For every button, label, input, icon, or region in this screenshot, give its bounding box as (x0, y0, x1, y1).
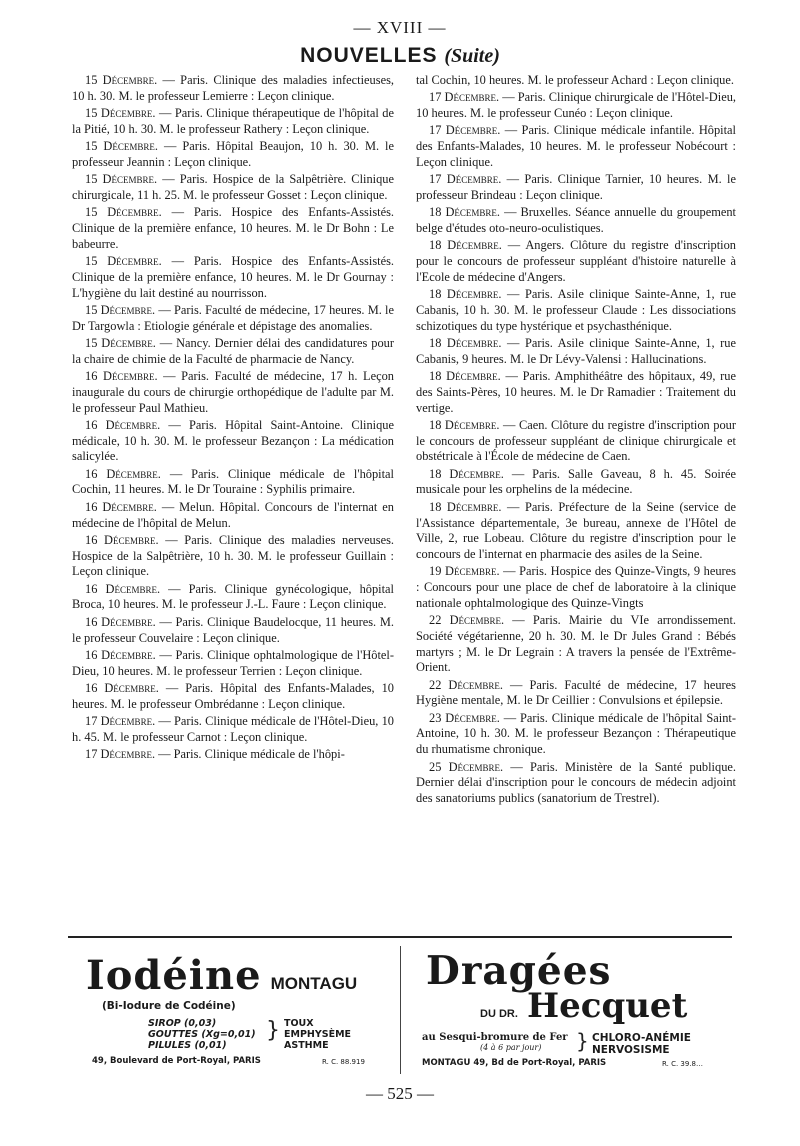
entry-date: 16 Décembre. (85, 499, 157, 514)
entry-text: tal Cochin, 10 heures. M. le professeur Achard : Leçon clinique. (416, 73, 734, 87)
entry-date: 19 Décembre. (429, 564, 500, 579)
entry-date: 15 Décembre. (85, 302, 156, 317)
entry-date: 18 Décembre. (429, 287, 502, 302)
entry-text: — Paris. Clinique médicale de l'hôpital Saint-Antoine, 10 h. 30. M. le professeur Bezançon : Thérapeutique du rhumatisme chronique. (416, 710, 736, 757)
entry-text: — Angers. Clôture du registre d'inscription pour le concours de professeur suppléant d'histoire naturelle à l'Ecole de médecine d'Angers. (416, 238, 736, 284)
entry-text: — Melun. Hôpital. Concours de l'internat en médecine de l'hôpital de Melun. (72, 499, 394, 530)
advert-indications (284, 1018, 351, 1051)
news-entry (72, 714, 394, 745)
entry-date: 16 Décembre. (85, 647, 156, 662)
entry-text: — Paris. Clinique médicale infantile. Hôpital des Enfants-Malades, 10 heures. M. le professeur Nobécourt : Leçon clinique. (416, 123, 736, 169)
entry-date: 16 Décembre. (85, 369, 158, 384)
news-entry (416, 205, 736, 236)
entry-text: — Paris. Ministère de la Santé publique. Dernier délai d'inscription pour le concours de médecin adjoint des sanatoriums publics (sanatorium de Trestrel). (416, 759, 736, 805)
entry-text: — Paris. Clinique médicale de l'hôpital Cochin, 11 heures. M. le Dr Touraine : Syphilis primaire. (72, 466, 394, 497)
entry-date: 17 Décembre. (429, 123, 501, 138)
entry-date: 16 Décembre. (85, 614, 156, 629)
entry-text: — Paris. Mairie du VIe arrondissement. Société végétarienne, 20 h. 30. M. le Dr Jules Grand : Bébés martyrs ; M. le Dr Legrain : A travers la pensée de l'Extrême-Orient. (416, 613, 737, 675)
brace-icon: } (266, 1018, 280, 1043)
entry-text: — Paris. Clinique gynécologique, hôpital Broca, 10 heures. M. le professeur J.-L. Faure : Leçon clinique. (72, 581, 394, 612)
entry-date: 16 Décembre. (85, 681, 159, 696)
entry-date: 15 Décembre. (85, 73, 158, 87)
news-entry (416, 287, 736, 334)
page-number: — 525 — (366, 1084, 434, 1103)
news-entry (416, 711, 736, 758)
entry-date: 15 Décembre. (85, 336, 156, 351)
advert-iodeine (70, 952, 390, 1072)
advert-dose: (4 à 6 par jour) (480, 1043, 542, 1052)
news-entry (72, 106, 394, 137)
news-entry (416, 467, 736, 498)
entry-text: — Paris. Hôpital des Enfants-Malades, 10 heures. M. le professeur Ombrédanne : Leçon clinique. (72, 681, 395, 711)
entry-date: 15 Décembre. (85, 205, 162, 220)
entry-text: — Paris. Faculté de médecine, 17 heures. M. le Dr Targowla : Etiologie générale et dépistage des anomalies. (72, 302, 395, 333)
advert-form-item: SIROP (0,03) (148, 1018, 217, 1029)
entry-date: 17 Décembre. (429, 172, 502, 187)
advert-indication-item: EMPHYSÈME (284, 1029, 352, 1040)
entry-text: — Paris. Hôpital Saint-Antoine. Clinique médicale, 10 h. 30. M. le professeur Bezançon : La médication salicylée. (72, 417, 394, 464)
news-entry (72, 418, 394, 465)
advert-dragees-hecquet (410, 948, 730, 1072)
news-entry (72, 467, 394, 498)
entry-text: — Paris. Faculté de médecine, 17 heures Hygiène mentale, M. le Dr Ceillier : Convulsions et épilepsie. (416, 677, 736, 708)
entry-text: — Paris. Salle Gaveau, 8 h. 45. Soirée musicale pour les orphelins de la médecine. (416, 466, 736, 497)
title-main: NOUVELLES (300, 44, 438, 67)
advert-brand: Iodéine (86, 952, 262, 999)
entry-date: 17 Décembre. (429, 90, 500, 105)
news-entry (416, 336, 736, 367)
entry-date: 17 Décembre. (85, 714, 156, 729)
entry-date: 18 Décembre. (429, 238, 502, 253)
entry-date: 15 Décembre. (85, 106, 156, 121)
advert-indication-item: CHLORO-ANÉMIE (592, 1032, 691, 1044)
advert-indication-item: TOUX (284, 1018, 314, 1029)
entry-text: — Paris. Hospice des Quinze-Vingts, 9 heures : Concours pour une place de chef de laboratoire à la clinique nationale ophtalmologique des Quinze-Vingts (416, 564, 736, 610)
entry-date: 18 Décembre. (429, 336, 502, 351)
advert-indication-item: NERVOSISME (592, 1044, 670, 1056)
news-entry (72, 73, 394, 104)
news-entry (416, 90, 736, 121)
news-entry (72, 533, 394, 580)
news-entry (72, 747, 394, 763)
entry-text: — Paris. Hospice de la Salpêtrière. Clinique chirurgicale, 11 h. 25. M. le professeur Gosset : Leçon clinique. (72, 172, 394, 202)
section-numeral: — XVIII — (353, 18, 447, 37)
advert-registration: R. C. 39.8… (662, 1060, 703, 1068)
entry-date: 18 Décembre. (429, 205, 501, 220)
news-entry (416, 613, 736, 676)
entry-text: — Paris. Amphithéâtre des hôpitaux, 49, rue des Saints-Pères, 10 heures. M. le Dr Ramadier : Traitement du vertige. (416, 369, 736, 415)
entry-text: — Paris. Clinique des maladies nerveuses. Hospice de la Salpêtrière, 10 h. 30. M. le professeur Guillain : Leçon clinique. (72, 532, 394, 579)
entry-date: 16 Décembre. (85, 417, 161, 432)
entry-date: 15 Décembre. (85, 254, 162, 269)
title-suffix: (Suite) (444, 45, 500, 67)
entry-text: — Paris. Asile clinique Sainte-Anne, 1, rue Cabanis, 9 heures. M. le Dr Lévy-Valensi : Hallucinations. (416, 336, 737, 366)
entry-text: — Paris. Faculté de médecine, 17 h. Leçon inaugurale du cours de chirurgie orthopédique de l'adulte par M. le professeur Paul Mathieu. (72, 369, 394, 415)
news-entry (416, 123, 736, 170)
advert-column-divider (400, 946, 401, 1074)
entry-date: 22 Décembre. (429, 677, 503, 692)
advert-line1: Dragées (426, 948, 612, 994)
news-entry (72, 303, 394, 334)
brace-icon: } (576, 1029, 589, 1053)
entry-date: 18 Décembre. (429, 369, 501, 384)
entry-date: 18 Décembre. (429, 499, 502, 514)
news-column-left (72, 73, 394, 765)
entry-date: 18 Décembre. (429, 417, 500, 432)
news-entry (72, 582, 394, 613)
entry-date: 17 Décembre. (85, 747, 156, 762)
advert-maker: MONTAGU (270, 974, 358, 993)
news-entry (416, 238, 736, 285)
news-entry (72, 172, 394, 203)
entry-text: — Paris. Hôpital Beaujon, 10 h. 30. M. le professeur Jeannin : Leçon clinique. (72, 139, 395, 169)
news-entry (72, 254, 394, 301)
news-column-right (416, 73, 736, 808)
advert-address: 49, Boulevard de Port-Royal, PARIS (92, 1056, 261, 1066)
news-entry (72, 336, 394, 367)
advert-form-item: PILULES (0,01) (148, 1040, 227, 1051)
entry-text: — Paris. Préfecture de la Seine (service de l'Assistance départementale, 3e bureau, annexe de l'Hôtel de Ville, 2, rue Lobeau. Clôture du registre d'inscription pour le concours de l'internat en pharmacie des asiles de la Seine. (416, 499, 736, 561)
entry-date: 15 Décembre. (85, 139, 158, 154)
advert-separator-rule (68, 936, 732, 938)
entry-text: — Paris. Clinique médicale de l'Hôtel-Dieu, 10 h. 45. M. le professeur Carnot : Leçon clinique. (72, 714, 394, 744)
entry-date: 16 Décembre. (85, 532, 159, 547)
news-entry (72, 500, 394, 531)
news-entry (416, 760, 736, 807)
news-entry (416, 73, 736, 89)
advert-prefix: DU DR. (480, 1008, 518, 1020)
entry-text: — Nancy. Dernier délai des candidatures pour la chaire de chimie de la Faculté de pharmacie de Nancy. (72, 336, 394, 366)
entry-text: — Paris. Asile clinique Sainte-Anne, 1, rue Cabanis, 10 h. 30. M. le professeur Claude : Les dissociations schizotiques du type hystérique et psychasthénique. (416, 287, 737, 333)
entry-text: — Paris. Clinique thérapeutique de l'hôpital de la Pitié, 10 h. 30. M. le professeur Rathery : Leçon clinique. (72, 106, 394, 136)
entry-text: — Paris. Clinique médicale de l'hôpi- (155, 747, 345, 762)
advert-registration: R. C. 88.919 (322, 1058, 365, 1066)
news-entry (72, 648, 394, 679)
advert-address: MONTAGU 49, Bd de Port-Royal, PARIS (422, 1058, 607, 1068)
news-entry (416, 500, 736, 563)
advert-form-item: GOUTTES (Xg=0,01) (148, 1029, 256, 1040)
advert-composition: au Sesqui-bromure de Fer (422, 1032, 568, 1043)
entry-date: 22 Décembre. (429, 613, 505, 628)
entry-text: — Paris. Hospice des Enfants-Assistés. Clinique de la première enfance, 10 heures. M. le Dr Bohn : Le babeurre. (72, 205, 394, 251)
entry-text: — Paris. Clinique des maladies infectieuses, 10 h. 30. M. le professeur Lemierre : Leçon clinique. (72, 73, 394, 103)
news-entry (416, 418, 736, 465)
entry-text: — Paris. Clinique Baudelocque, 11 heures. M. le professeur Couvelaire : Leçon clinique. (72, 614, 394, 645)
entry-text: — Paris. Clinique Tarnier, 10 heures. M. le professeur Brindeau : Leçon clinique. (416, 172, 736, 202)
news-entry (416, 678, 736, 709)
entry-date: 18 Décembre. (429, 466, 504, 481)
advert-forms (148, 1018, 256, 1051)
news-entry (72, 139, 394, 170)
entry-text: — Paris. Clinique ophtalmologique de l'Hôtel-Dieu, 10 heures. M. le professeur Terrien : Leçon clinique. (72, 647, 394, 678)
advert-subtitle: (Bi-Iodure de Codéine) (102, 1000, 236, 1012)
entry-text: — Paris. Clinique chirurgicale de l'Hôtel-Dieu, 10 heures. M. le professeur Cunéo : Leçon clinique. (416, 90, 736, 121)
entry-text: — Paris. Hospice des Enfants-Assistés. Clinique de la première enfance, 10 heures. M. le Dr Gournay : L'hygiène du lait destiné au nourrisson. (72, 254, 394, 300)
entry-date: 16 Décembre. (85, 581, 161, 596)
entry-text: — Bruxelles. Séance annuelle du groupement belge d'études oto-neuro-oculistiques. (416, 205, 736, 236)
page-title (0, 44, 800, 68)
advert-indication-item: ASTHME (284, 1040, 329, 1051)
news-entry (416, 369, 736, 416)
news-entry (416, 564, 736, 611)
news-entry (72, 681, 394, 712)
news-entry (416, 172, 736, 203)
entry-date: 15 Décembre. (85, 172, 158, 187)
entry-date: 25 Décembre. (429, 759, 504, 774)
entry-text: — Caen. Clôture du registre d'inscription pour le concours de professeur suppléant de clinique chirurgicale et obstétricale à l'École de médecine de Caen. (416, 417, 736, 464)
news-entry (72, 369, 394, 416)
advert-indications (592, 1032, 691, 1056)
advert-name: Hecquet (526, 986, 688, 1026)
news-entry (72, 205, 394, 252)
news-entry (72, 615, 394, 646)
entry-date: 16 Décembre. (85, 466, 161, 481)
entry-date: 23 Décembre. (429, 710, 500, 725)
